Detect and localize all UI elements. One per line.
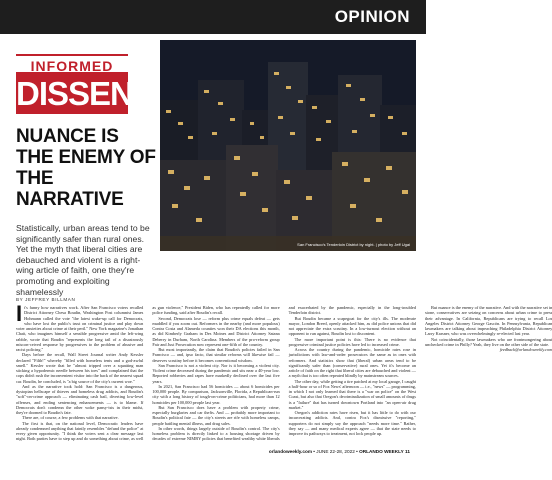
article-paragraph: The other day, while getting a tire patched at my local garage, I caught a half-hour or so of Fox News' afternoon — i.e., "news" — programming, in which I not only learned that there is a "war on police" on the West Coast, but also that Oregon's decriminalization of small amounts of drugs is a "failure" that has turned downtown Portland into "an open-air drug market." bbox=[288, 378, 416, 410]
article-photo bbox=[160, 40, 416, 251]
article-paragraph: Across the country during the pandemic, homicide rates rose in jurisdictions with law-and-order prosecutors the same as in ones with reformers. And statistics show that (liberal) urban areas tend to be significantly safer than (conservative) rural ones. Yet it's become an article of faith on the right that liberal cities are debauched and violent — a myth that is too often repeated blindly by mainstream sources. bbox=[288, 347, 416, 379]
article-paragraph: It's funny how narratives work. After San Francisco voters recalled District Attorney Chesa Boudin, Washington Post columnist James Hohmann called the vote "the latest wake-up call for Democrats, who have lost the public's trust on criminal justice and play down voter anxieties about crime at their peril." New York magazine's Jonathan Chait, who imagines himself a sensible progressive amid the left-wing rabble, wrote that Boudin "represents the long tail of a disastrously miscon-ceived response by progressives to the problem of abusive and racist policing." bbox=[16, 301, 144, 352]
column-logo bbox=[16, 54, 153, 116]
article-paragraph: But most importantly, the claim that Boudin's policies failed in San Francisco — and, ipso facto, that similar reforms will likewise fail — deserves scrutiny before it becomes conventional wisdom. bbox=[152, 347, 280, 363]
city-night-illustration bbox=[160, 40, 416, 251]
footer-publication: ORLANDO WEEKLY bbox=[359, 449, 404, 454]
article-body bbox=[16, 301, 552, 445]
article-paragraph: But Boudin became a scapegoat for the city's ills. The moderate mayor, London Breed, openly attacked him, as did police unions that did not appreciate the extra scrutiny. In a low-turnout election without an opponent to run against, Boudin lost to discontent. bbox=[288, 315, 416, 337]
article-paragraph: There are, of course, a few problems with that narrative. bbox=[22, 415, 119, 421]
page-footer bbox=[269, 449, 410, 454]
section-label: OPINION bbox=[334, 7, 410, 26]
article-headline: NUANCE IS THE ENEMY OF THE NARRATIVE bbox=[16, 126, 156, 210]
article-paragraph: Days before the recall, Wall Street Journal writer Andy Kessler declared "Filth!" whereby "filled with homeless tents and a god-awful smell." Kessler wrote that he "almost tripped over a squatting man sticking a hypodermic needle between his toes" and complained that the cops didn't rush the inconvenient visitor into the back of the nearest squad car. Boudin, he concluded, is "a big source of the city's current woe." bbox=[16, 352, 144, 384]
photo-caption: San Francisco's Tenderloin District by night. | photo by Jeff Ugai bbox=[297, 242, 410, 247]
article-paragraph: Oregon's addiction rates have risen, but it has little to do with our incarcerating addicts. And, contra Fox's dismissive "reporting," supporters do not simply say the approach "needs more time." Rather, they say — and many medical experts agree — that the state needs to improve its pathways to treatment, not lock people up. bbox=[288, 410, 416, 436]
footer-date: JUNE 22-28, 2022 bbox=[316, 449, 355, 454]
article-paragraph: San Francisco is not a violent city. Nor is it becoming a violent city. Violent crime decreased during the pandemic and sits near a 40-year low. Reported robberies and rapes have markedly declined over the last five years. bbox=[152, 362, 280, 384]
article-byline: BY JEFFREY BILLMAN bbox=[16, 297, 76, 302]
footer-separator: • bbox=[313, 449, 317, 454]
footer-separator: • bbox=[356, 449, 360, 454]
footer-page-number: 11 bbox=[405, 449, 410, 454]
contact-email[interactable]: feedback@orlandoweekly.com bbox=[499, 347, 552, 352]
drop-cap: I bbox=[16, 301, 23, 326]
article-paragraph: Second, Democrats lose — reform plus crime equals defeat — gets muddled if you zoom out. Reformers in the nearby (and more populous) Contra Costa and Alameda counties won their DA elections this month, as did Kimberly Graham in Des Moines and District Attorney Satana Deberry in Durham, North Carolina. Members of the pro-reform group Fair and Just Prosecution now represent one-fifth of the country. bbox=[152, 315, 280, 347]
article-paragraph: But San Francisco does have a problem with property crime, especially burglaries and car thefts. And — probably more important to Boudin's political fate — the city's streets are rife with homeless camps, people battling mental illness, and drug sales. bbox=[152, 404, 280, 426]
article-paragraph: Not coincidentally, those lawmakers who are frontmongering about unchecked crime in Philly? Yeah, they live on the other side of the state. bbox=[424, 336, 552, 347]
article-dek: Statistically, urban areas tend to be significantly safer than rural ones. Yet the myth that liberal cities are debauched and violent is a right-wing article of faith, one they're promoting and exploiting shamelessly bbox=[16, 223, 150, 297]
article-paragraph: In other words, things largely outside of Boudin's control. The city's homeless problem is directly linked to a housing shortage driven by decades of extreme NIMBY policies that benefited wealthy white liberals and exacerbated by the pandemic, especially in the long-troubled Tenderloin district. bbox=[152, 305, 416, 442]
footer-site[interactable]: orlandoweekly.com bbox=[268, 449, 312, 454]
column-logo-top: INFORMED bbox=[16, 54, 128, 74]
article-paragraph: In 2021, San Francisco had 56 homicides — about 6 homicides per 100,000 people. By comparison, Jacksonville, Florida, a Republican-run city with a long history of tough-on-crime politicians, had more than 12 homicides per 100,000 people last year. bbox=[152, 383, 280, 405]
article-paragraph: The first is that, on the national level, Democratic leaders have already condemned anything that faintly resembles "defund the police" at every given opportunity. "I think the voters sent a clear message last night. Both parties have to step up and do something about crime, as well as gun violence," President Biden, who has repeatedly called for more police funding, said after Boudin's recall. bbox=[16, 305, 280, 442]
article-paragraph: But nuance is the enemy of the narrative. And with the narrative set in stone, conservatives are seizing on concerns about urban crime to press their advantage. In California, Republicans are trying to recall Los Angeles District Attorney George Gascón. In Pennsylvania, Republican lawmakers are talking about impeaching Philadelphia District Attorney Larry Krasner, who was overwhelmingly re-elected last year. bbox=[424, 305, 552, 337]
section-header-bar bbox=[0, 0, 426, 34]
article-paragraph: The more important point is this: There is no evidence that progressive criminal justice policies have led to increased crime. bbox=[288, 336, 416, 347]
article-paragraph: And as the narrative took hold: San Francisco is a dangerous, dystopian hellscape of thieves and homeless drug addicts, and Boudin's "soft"-on-crime approach — eliminating cash bail, diverting low-level offenses, and ending sentencing enhancements — is to blame. If Democrats don't condemn the other woke pansy-ists in their midst, they're doomed to Boudin's fate. bbox=[16, 383, 144, 415]
column-logo-main: DISSENT bbox=[16, 75, 153, 112]
